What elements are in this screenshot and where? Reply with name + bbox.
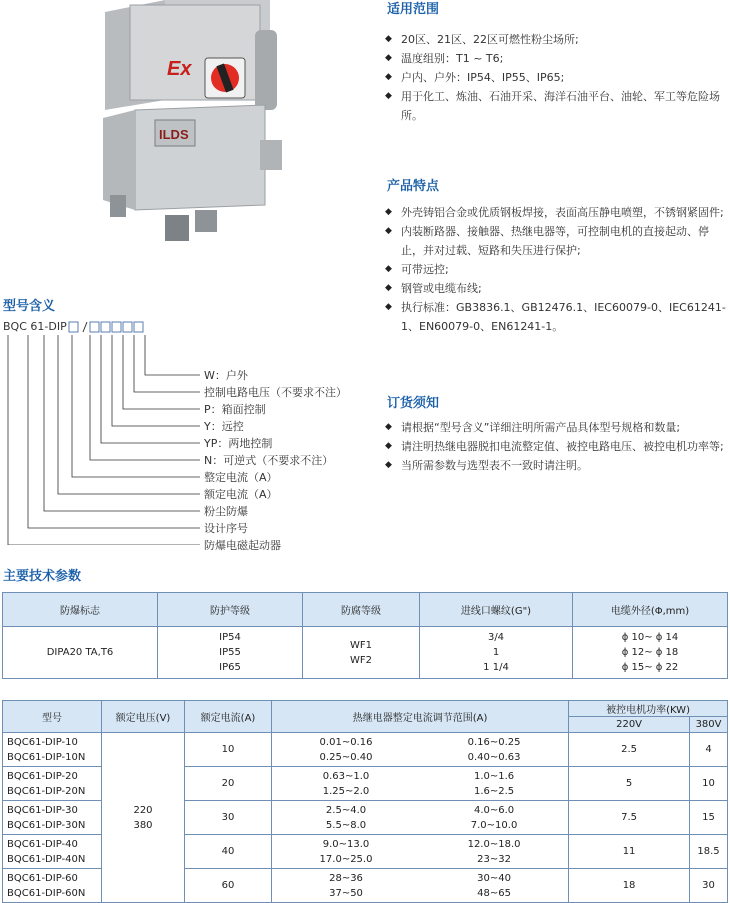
table-header: 进线口螺纹(G") xyxy=(420,593,573,627)
list-item: ◆ 钢管或电缆布线; xyxy=(385,279,727,298)
table-cell: 3/4 1 1 1/4 xyxy=(420,627,573,679)
list-item: ◆ 执行标准：GB3836.1、GB12476.1、IEC60079-0、IEC61241-1、EN60079-0、EN61241-1。 xyxy=(385,298,727,336)
table-header: 热继电器整定电流调节范围(A) xyxy=(272,701,569,733)
table-header: 防爆标志 xyxy=(3,593,158,627)
ex-logo: Ex xyxy=(167,58,192,80)
tech-title: 主要技术参数 xyxy=(3,569,82,584)
list-item: ◆ 温度组别：T1 ~ T6; xyxy=(385,49,725,68)
table-cell: WF1 WF2 xyxy=(303,627,420,679)
model-title: 型号含义 xyxy=(3,299,56,314)
table-row: BQC61-DIP-20 BQC61-DIP-20N 20 0.63~1.0 1.25~2.0 1.0~1.6 1.6~2.5 5 10 xyxy=(3,767,728,801)
table-header: 电缆外径(Φ,mm) xyxy=(573,593,728,627)
list-item: ◆ 请注明热继电器脱扣电流整定值、被控电路电压、被控电机功率等; xyxy=(385,437,727,456)
features-title: 产品特点 xyxy=(387,179,440,194)
table-row: BQC61-DIP-10 BQC61-DIP-10N 220 380 10 0.01~0.16 0.25~0.40 0.16~0.25 0.40~0.63 2.5 4 xyxy=(3,733,728,767)
list-item: ◆ 外壳铸铝合金或优质钢板焊接，表面高压静电喷塑，不锈钢紧固件; xyxy=(385,203,727,222)
table-cell: DIPA20 TA,T6 xyxy=(3,627,158,679)
model-table xyxy=(2,700,728,903)
model-leader-lines xyxy=(0,335,210,545)
list-item: ◆ 户内、户外：IP54、IP55、IP65; xyxy=(385,68,725,87)
table-cell: ϕ 10~ ϕ 14 ϕ 12~ ϕ 18 ϕ 15~ ϕ 22 xyxy=(573,627,728,679)
voltage-cell: 220 380 xyxy=(102,733,185,903)
table-header: 型号 xyxy=(3,701,102,733)
list-item: ◆ 可带远控; xyxy=(385,260,727,279)
list-item: ◆ 内装断路器、接触器、热继电器等，可控制电机的直接起动、停止，并对过载、短路和失压进行保护; xyxy=(385,222,727,260)
product-illustration xyxy=(95,0,285,245)
protection-table xyxy=(2,592,728,679)
model-code: BQC 61-DIP xyxy=(3,320,67,333)
list-item: ◆ 20区、21区、22区可燃性粉尘场所; xyxy=(385,30,725,49)
table-header: 额定电流(A) xyxy=(185,701,272,733)
order-list xyxy=(385,418,727,475)
table-row: BQC61-DIP-40 BQC61-DIP-40N 40 9.0~13.0 17.0~25.0 12.0~18.0 23~32 11 18.5 xyxy=(3,835,728,869)
model-labels: W：户外 控制电路电压（不要求不注） P：箱面控制 Y：远控 YP：两地控制 N：可逆式（不要求不注） 整定电流（A） 额定电流（A） 粉尘防爆 设计序号 防爆电磁起动器 xyxy=(204,369,347,552)
scope-title: 适用范围 xyxy=(387,2,440,17)
nameplate: ILDS xyxy=(159,127,189,142)
table-header: 220V xyxy=(569,717,690,733)
scope-list xyxy=(385,30,725,125)
table-header: 防护等级 xyxy=(158,593,303,627)
table-row: BQC61-DIP-30 BQC61-DIP-30N 30 2.5~4.0 5.5~8.0 4.0~6.0 7.0~10.0 7.5 15 xyxy=(3,801,728,835)
table-header: 额定电压(V) xyxy=(102,701,185,733)
table-row: BQC61-DIP-60 BQC61-DIP-60N 60 28~36 37~50 30~40 48~65 18 30 xyxy=(3,869,728,903)
list-item: ◆ 当所需参数与选型表不一致时请注明。 xyxy=(385,456,727,475)
order-title: 订货须知 xyxy=(387,396,440,411)
model-code-boxes xyxy=(68,320,158,334)
table-header: 380V xyxy=(690,717,728,733)
list-item: ◆ 用于化工、炼油、石油开采、海洋石油平台、油轮、军工等危险场所。 xyxy=(385,87,725,125)
table-cell: IP54 IP55 IP65 xyxy=(158,627,303,679)
list-item: ◆ 请根据“型号含义”详细注明所需产品具体型号规格和数量; xyxy=(385,418,727,437)
table-header: 被控电机功率(KW) xyxy=(569,701,728,717)
table-header: 防腐等级 xyxy=(303,593,420,627)
features-list xyxy=(385,203,727,336)
